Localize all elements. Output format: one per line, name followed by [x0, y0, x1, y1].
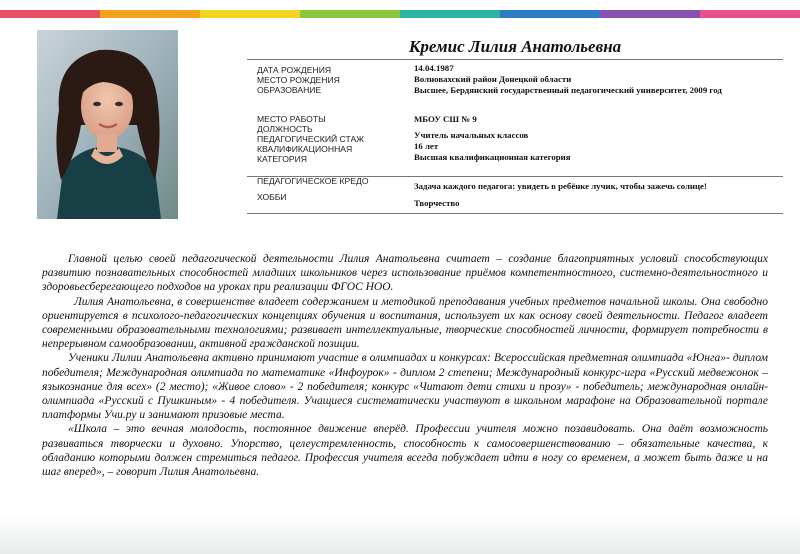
- stripe-segment: [500, 10, 600, 18]
- stripe-segment: [100, 10, 200, 18]
- label-category: КВАЛИФИКАЦИОННАЯ КАТЕГОРИЯ: [257, 144, 353, 164]
- description-text: [42, 252, 768, 479]
- portrait-illustration: [37, 30, 178, 219]
- stripe-segment: [700, 10, 800, 18]
- profile-card: [247, 30, 783, 214]
- label-education: ОБРАЗОВАНИЕ: [257, 85, 322, 95]
- value-experience: 16 лет: [414, 141, 439, 151]
- value-hobby: Творчество: [414, 198, 460, 208]
- header-color-stripe: [0, 10, 800, 18]
- card-bottom-divider: [247, 213, 783, 214]
- stripe-segment: [300, 10, 400, 18]
- label-experience: ПЕДАГОГИЧЕСКИЙ СТАЖ: [257, 134, 365, 144]
- stripe-segment: [0, 10, 100, 18]
- bottom-shade: [0, 514, 800, 554]
- value-education: Высшее, Бердянский государственный педагогический университет, 2009 год: [414, 85, 722, 95]
- value-credo: Задача каждого педагога: увидеть в ребёнке лучик, чтобы зажечь солнце!: [414, 181, 707, 191]
- value-category: Высшая квалификационная категория: [414, 152, 571, 162]
- label-workplace: МЕСТО РАБОТЫ: [257, 114, 326, 124]
- stripe-segment: [600, 10, 700, 18]
- value-birth-place: Волновахский район Донецкой области: [414, 74, 572, 84]
- card-top-divider: [247, 59, 783, 60]
- value-position: Учитель начальных классов: [414, 130, 529, 140]
- label-position: ДОЛЖНОСТЬ: [257, 124, 313, 134]
- teacher-name: Кремис Лилия Анатольевна: [408, 37, 622, 56]
- label-birth-place: МЕСТО РОЖДЕНИЯ: [257, 75, 340, 85]
- stripe-segment: [200, 10, 300, 18]
- teacher-photo: [37, 30, 178, 219]
- label-credo: ПЕДАГОГИЧЕСКОЕ КРЕДО: [257, 176, 369, 186]
- stripe-segment: [400, 10, 500, 18]
- paragraph-achievements: Ученики Лилии Анатольевна активно принимают участие в олимпиадах и конкурсах: Всероссийская предметная олимпиада «Юнга»- диплом победителя; Международная олимпиада по математике «Инфоурок» - диплом 2 степени; Международный конкурс-игра «Русский медвежонок – языкознание для всех» (2 место); «Живое слово» - 2 победителя; конкурс «Читают дети стихи и прозу» - победитель; международная онлайн-олимпиада «Русский с Пушкиным» - 4 победителя. Учащиеся систематически участвуют в школьном марафоне на Образовательной портале платформы Учи.ру и занимают призовые места.: [42, 352, 768, 422]
- label-birth-date: ДАТА РОЖДЕНИЯ: [257, 65, 332, 75]
- value-birth-date: 14.04.1987: [414, 63, 454, 73]
- paragraph-goal: Главной целью своей педагогической деятельности Лилия Анатольевна считает – создание благоприятных условий способствующих развитию познавательных способностей младших школьников через использование приёмов компетентностного, системно-деятельностного и здоровьесберегающего подходов на уроках при реализации ФГОС НОО.: [42, 253, 768, 294]
- paragraph-skills: Лилия Анатольевна, в совершенстве владеет содержанием и методикой преподавания учебных предметов начальной школы. Она свободно ориентируется в психолого-педагогических концепциях обучения и воспитания, использует их как основу своей деятельности. Педагог владеет современными образовательными технологиями; развивает интеллектуальные, творческие способностей личности, формирует потребности в непрерывном самообразовании, активной гражданской позиции.: [42, 295, 768, 351]
- value-workplace: МБОУ СШ № 9: [414, 114, 477, 124]
- paragraph-quote: «Школа – это вечная молодость, постоянное движение вперёд. Профессии учителя можно позавидовать. Она даёт возможность развиваться творчески и духовно. Упорство, целеустремленность, способность к самосовершенствованию – обязательные качества, к обладанию которыми должен стремиться педагог. Профессия учителя всегда побуждает идти в ногу со временем, а может быть даже и на шаг вперед», – говорит Лилия Анатольевна.: [42, 423, 768, 479]
- label-hobby: ХОББИ: [257, 192, 287, 202]
